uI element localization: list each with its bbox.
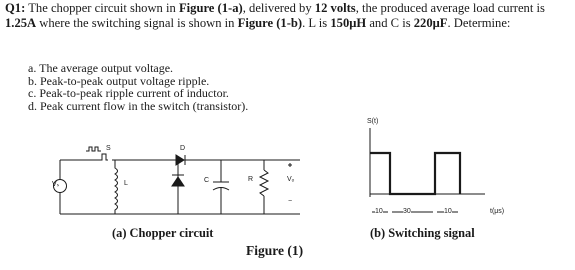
question-seg: and C is <box>366 16 414 30</box>
figure-b-ref: Figure (1-b) <box>237 16 303 30</box>
signal-caption: (b) Switching signal <box>370 226 475 240</box>
switch-label: S <box>106 145 111 152</box>
question-seg: . Determine: <box>447 16 511 30</box>
circuit-caption: (a) Chopper circuit <box>112 226 214 240</box>
task-item-c: c. Peak-to-peak ripple current of inductor. <box>28 86 229 100</box>
inductor-icon <box>115 160 118 214</box>
task-item-a: a. The average output voltage. <box>28 61 174 75</box>
switch-pulse-icon <box>86 147 101 151</box>
signal-y-label: S(t) <box>367 118 379 125</box>
figure-caption: Figure (1) <box>246 243 304 258</box>
inductance-value: 150μH <box>330 16 367 30</box>
output-voltage-label: Vₒ <box>287 176 295 183</box>
signal-t-label: t(μs) <box>490 208 505 215</box>
segment-label-2: 30 <box>403 208 411 215</box>
top-diode-icon <box>176 155 185 165</box>
diode-label: D <box>180 145 186 152</box>
output-minus-label: − <box>288 198 293 205</box>
capacitor-label: C <box>204 177 210 184</box>
question-seg: , the produced average load current is <box>355 1 545 15</box>
question-seg: , delivered by <box>242 1 315 15</box>
switch-icon <box>98 154 108 160</box>
source-label: Vₛ <box>52 181 60 188</box>
inductor-label: L <box>124 180 128 187</box>
voltage-value: 12 volts <box>314 1 356 15</box>
segment-label-1: 10 <box>375 208 383 215</box>
segment-label-3: 10 <box>444 208 452 215</box>
resistor-icon <box>260 160 268 214</box>
capacitance-value: 220μF <box>413 16 448 30</box>
question-label: Q1: <box>5 1 26 15</box>
question-seg: The chopper circuit shown in <box>25 1 179 15</box>
diode-icon <box>172 160 184 214</box>
switching-signal <box>370 128 485 212</box>
resistor-label: R <box>248 176 254 183</box>
question-seg: where the switching signal is shown in <box>36 16 238 30</box>
task-item-b: b. Peak-to-peak output voltage ripple. <box>28 73 210 88</box>
pulse-waveform <box>370 153 460 194</box>
current-value: 1.25A <box>5 16 37 30</box>
question-seg: . L is <box>302 16 331 30</box>
figure-a-ref: Figure (1-a) <box>178 1 243 15</box>
chopper-circuit <box>54 147 301 214</box>
task-item-d: d. Peak current flow in the switch (transistor). <box>28 98 249 113</box>
capacitor-icon <box>213 160 229 214</box>
